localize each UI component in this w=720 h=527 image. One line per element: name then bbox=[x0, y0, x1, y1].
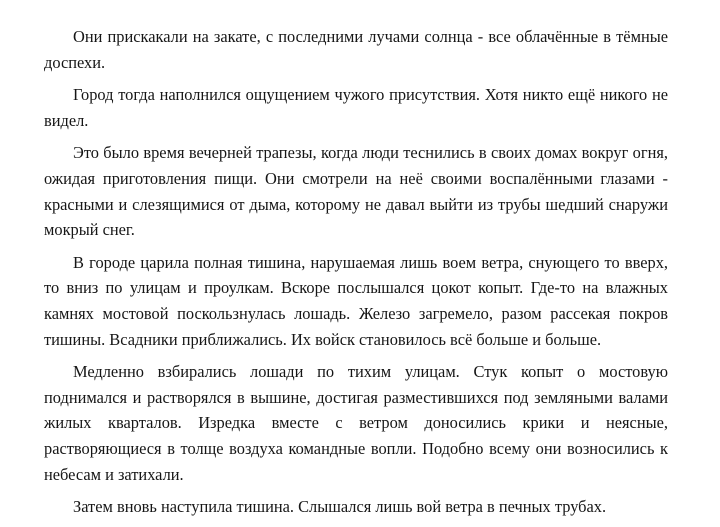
paragraph-5: Медленно взбирались лошади по тихим улицам. Стук копыт о мостовую поднимался и растворялся в вышине, достигая разместившихся под земляными валами жилых кварталов. Изредка вместе с ветром доносились крики и неясные, растворяющиеся в толще воздуха командные вопли. Подобно всему они возносились к небесам и затихали. bbox=[44, 362, 668, 484]
paragraph-4: В городе царила полная тишина, нарушаемая лишь воем ветра, снующего то вверх, то вниз по улицам и проулкам. Вскоре послышался цокот копыт. Где-то на влажных камнях мостовой поскользнулась лошадь. Железо загремело, разом рассекая покров тишины. Всадники приближались. Их войск становилось всё больше и больше. bbox=[44, 252, 668, 349]
paragraph-1: Они прискакали на закате, с последними лучами солнца - все облачённые в тёмные доспехи. bbox=[44, 27, 668, 72]
document-text bbox=[44, 24, 668, 527]
paragraph-3: Это было время вечерней трапезы, когда люди теснились в своих домах вокруг огня, ожидая приготовления пищи. Они смотрели на неё своими воспалёнными глазами - красными и слезящимися от дыма, которому не давал выйти из трубы шедший снаружи мокрый снег. bbox=[44, 143, 668, 240]
paragraph-2: Город тогда наполнился ощущением чужого присутствия. Хотя никто ещё никого не видел. bbox=[44, 85, 668, 130]
paragraph-6: Затем вновь наступила тишина. Слышался лишь вой ветра в печных трубах. bbox=[73, 497, 607, 517]
